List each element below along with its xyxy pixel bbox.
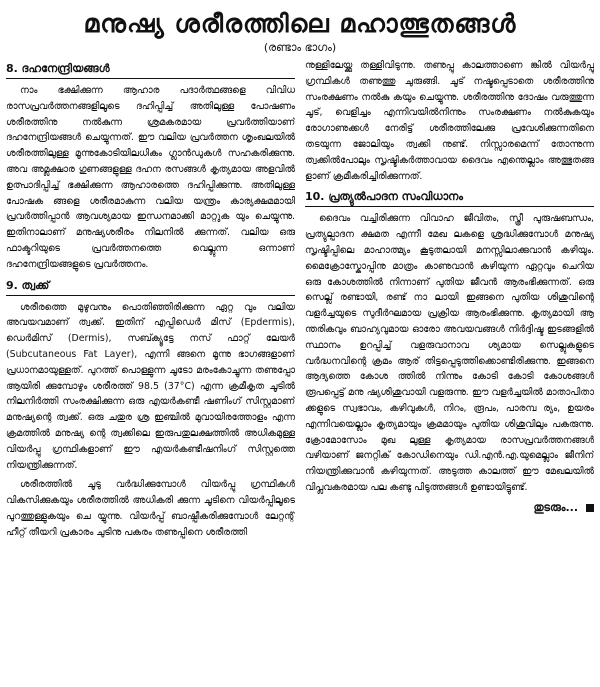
section-heading-reproduction: 10. പ്രത്യുൽപാദന സംവിധാനം	[305, 188, 594, 207]
article-subtitle: (രണ്ടാം ഭാഗം)	[263, 41, 337, 54]
skin-paragraph-2: ശരീരത്തിൽ ചൂടു വർദ്ധിക്കുമ്പോൾ വിയർപ്പു ഗ്രന്ഥികൾ വികസിക്കുകയും ശരീരത്തിൽ അധികരി ക്കുന്ന ചൂടിനെ വിയർപ്പിലൂടെ പുറത്തുള്ളുകയും ചെ യ്യുന്നു. വിയർപ്പ് ബാഷ്പീകരിക്കുമ്പോൾ ലേറ്റന്റ് ഹീറ്റ് തീയറി പ്രകാരം ചുടിനു പകരം തണുപ്പിനെ ശരീരത്തി	[6, 479, 295, 538]
skin-paragraph-3: നുള്ളിലേയ്ക്കു തള്ളിവിടുന്നു. തണുപ്പു കാലത്താണെ ങ്കിൽ വിയർപ്പു ഗ്രന്ഥികൾ തണുത്തു ചുരുങ്ങി. ചൂട് നഷ്ടപ്പെടാതെ ശരീരത്തിനു സംരക്ഷണം നൽകു കയും ചെയ്യുന്നു. ശരീരത്തിനു ദോഷം വരുത്തുന്ന ചൂട്, വെളിച്ചം എന്നിവയിൽനിന്നും സംരക്ഷണം നൽകുകയും രോഗാണുക്കൾ നേരിട്ട് ശരീരത്തിലേക്കു പ്രവേശിക്കുന്നതിനെ തടയുന്ന ജോലിയും ത്വക്കി നുണ്ട്. നിസ്സാരമെന്ന് തോന്നുന്ന ത്വക്കിൽപോലും സൃഷ്ടികർത്താവായ ദൈവം എന്തെല്ലാം അത്ഭുതങ്ങ ളാണ് ക്രമീകരിച്ചിരിക്കുന്നത്.	[305, 60, 594, 182]
skin-paragraph-1: ശരീരത്തെ മുഴുവനും പൊതിഞ്ഞിരിക്കുന്ന ഏറ്റ വും വലിയ അവയവമാണ് ത്വക്ക്. ഇതിന് എപ്പിഡെർ മിസ് (Epdermis), ഡെർമിസ് (Dermis), സബ്ക്യൂട്ടേ നസ് ഫാറ്റ് ലേയർ (Subcutaneous Fat Layer), എന്നി ങ്ങനെ മൂന്നു ഭാഗങ്ങളാണ് പ്രധാനമായുള്ളത്. പുറത്ത് പൊള്ളുന്ന ചൂടോ മരംകോച്ചുന്ന തണുപ്പോ ആയിരി ക്കുമ്പോഴും ശരീരത്ത് 98.5 (37°C) എന്ന ക്രമീകൃത ചൂടിൽ നിലനിർത്തി സംരക്ഷിക്കുന്ന ഒരു എയർകണ്ടീ ഷണിംഗ് സിസ്റ്റമാണ് മനുഷ്യന്റെ ത്വക്ക്. ഒരു ചതുര ശ്ര ഇഞ്ചിൽ മുവായിരത്തോളം എന്ന ക്രമത്തിൽ മനുഷ്യ ന്റെ ത്വക്കിലെ ഇരുപതുലക്ഷത്തിൽ അധികമുള്ള വിയർപ്പു ഗ്രന്ഥികളാണ് ഈ എയർകണ്ടീഷനിംഗ് സിസ്റ്റത്തെ നിയന്ത്രിക്കുന്നത്.	[6, 301, 295, 471]
continued-text: തുടരും...	[533, 500, 578, 514]
digestive-paragraph: നാം ഭക്ഷിക്കുന്ന ആഹാര പദാർത്ഥങ്ങളെ വിവിധ രാസപ്രവർത്തനങ്ങളിലൂടെ ദഹിപ്പിച്ച് അതിലുള്ള പോഷണം ശരീരത്തിനു നൽകുന്ന ശ്രമകരമായ പ്രവർത്തിയാണ് ദഹനേന്ദ്രിയങ്ങൾ ചെയ്യുന്നത്. ഈ വലിയ പ്രവർത്തന ശൃംഖലയിൽ ശരീരത്തിലുള്ള മൂന്നുകോടിയിലധികം ഗ്ലാൻഡുകൾ സഹകരിക്കുന്നു. അവ അമ്ലക്ഷാര ഗുണങ്ങളുള്ള ദഹന രസങ്ങൾ കൃത്യമായ അളവിൽ ഉത്പാദിപ്പിച്ച് ഭക്ഷിക്കുന്ന ആഹാരത്തെ ദഹിപ്പിക്കുന്നു. അതിലുള്ള പോഷക ങ്ങളെ ശരീരമാകുന്ന വലിയ യന്ത്രം കാര്യക്ഷമമായി പ്രവർത്തിപ്പാൻ ആവശ്യമായ ഇന്ധനമാക്കി മാറ്റുക യും ചെയ്യുന്നു. ഇതിനാലാണ് മനുഷ്യശരീരം നിലനിൽ ക്കുന്നത്. വലിയ ഒരു ഫാക്ടറിയുടെ പ്രവർത്തനത്തെ വെല്ലുന്ന ഒന്നാണ് ദഹനേന്ദ്രിയങ്ങളുടെ പ്രവർത്തനം.	[6, 85, 295, 270]
end-square-icon	[586, 504, 594, 512]
reproduction-paragraph: ദൈവം വച്ചിരിക്കുന്ന വിവാഹ ജീവിതം, സ്ത്രീ പുരുഷബന്ധം, പ്രത്യുല്പാദന ക്ഷമത എന്നീ മേഖ ലകളെ ശ്രദ്ധിക്കുമ്പോൾ മനുഷ്യ സൃഷ്ടിപ്പിലെ മാഹാത്മ്യം കൂടുതലായി മനസ്സിലാക്കുവാൻ കഴിയും. മൈക്രോസ്കോപ്പിനു മാത്രം കാണുവാൻ കഴിയുന്ന ഏറ്റവും ചെറിയ ഒരു കോശത്തിൽ നിന്നാണ് പുതിയ ജീവൻ ആരംഭിക്കുന്നത്. ഒരു സെല്ല് രണ്ടായി, രണ്ട് നാ ലായി ഇങ്ങനെ പുതിയ ശിശുവിന്റെ വളർച്ചയുടെ സുദീർഘമായ പ്രക്രിയ ആരംഭിക്കുന്നു. കൃത്യമായി ആ ന്തരികവും ബാഹ്യവുമായ ഓരോ അവയവങ്ങൾ നിർദ്ദിഷ്ട ഇടങ്ങളിൽ സ്ഥാനം ഉറപ്പിച്ച് വളരുവാനാവ ശ്യമായ സെല്ലുകളുടെ വർദ്ധനവിന്റെ ക്രമം ആര് തിട്ടപ്പെടുത്തിക്കൊണ്ടിരിക്കുന്നു. ഇങ്ങനെ ആദ്യത്തെ കോശ ത്തിൽ നിന്നും കോടി കോടി കോശങ്ങൾ രൂപപ്പെട്ട് മനു ഷ്യശിശുവായി വളരുന്നു. ഈ വളർച്ചയിൽ മാതാപിതാ ക്കളുടെ സ്വഭാവം, കഴിവുകൾ, നിറം, രൂപം, പാരമ്പ ര്യം, ഉയരം എന്നിവയെല്ലാം കൃത്യമായും ക്രമമായും പുതിയ ശിശുവിലും പകരുന്നു. ക്രോമോസോം മുഖ ലുള്ള കൃത്യമായ രാസപ്രവർത്തനങ്ങൾ വഴിയാണ് ജനറ്റിക് കോഡിനെയും ഡി.എൻ.എ.യുമെല്ലാം ജീനിന് നിയന്ത്രിക്കുവാൻ കഴിയുന്നത്. അടുത്ത കാലത്ത് ഈ മേഖലയിൽ വിപ്ലവകരമായ പല കണ്ടു പിടുത്തങ്ങൾ ഉണ്ടായിട്ടുണ്ട്.	[305, 213, 594, 493]
article-title: മനുഷ്യ ശരീരത്തിലെ മഹാത്ഭുതങ്ങൾ	[83, 9, 517, 38]
section-heading-digestive: 8. ദഹനേന്ദ്രിയങ്ങൾ	[6, 60, 295, 79]
continued-marker	[305, 500, 594, 516]
section-heading-skin: 9. ത്വക്ക്	[6, 277, 295, 296]
right-column	[305, 58, 594, 668]
left-column	[6, 58, 295, 668]
article-columns	[6, 58, 594, 668]
